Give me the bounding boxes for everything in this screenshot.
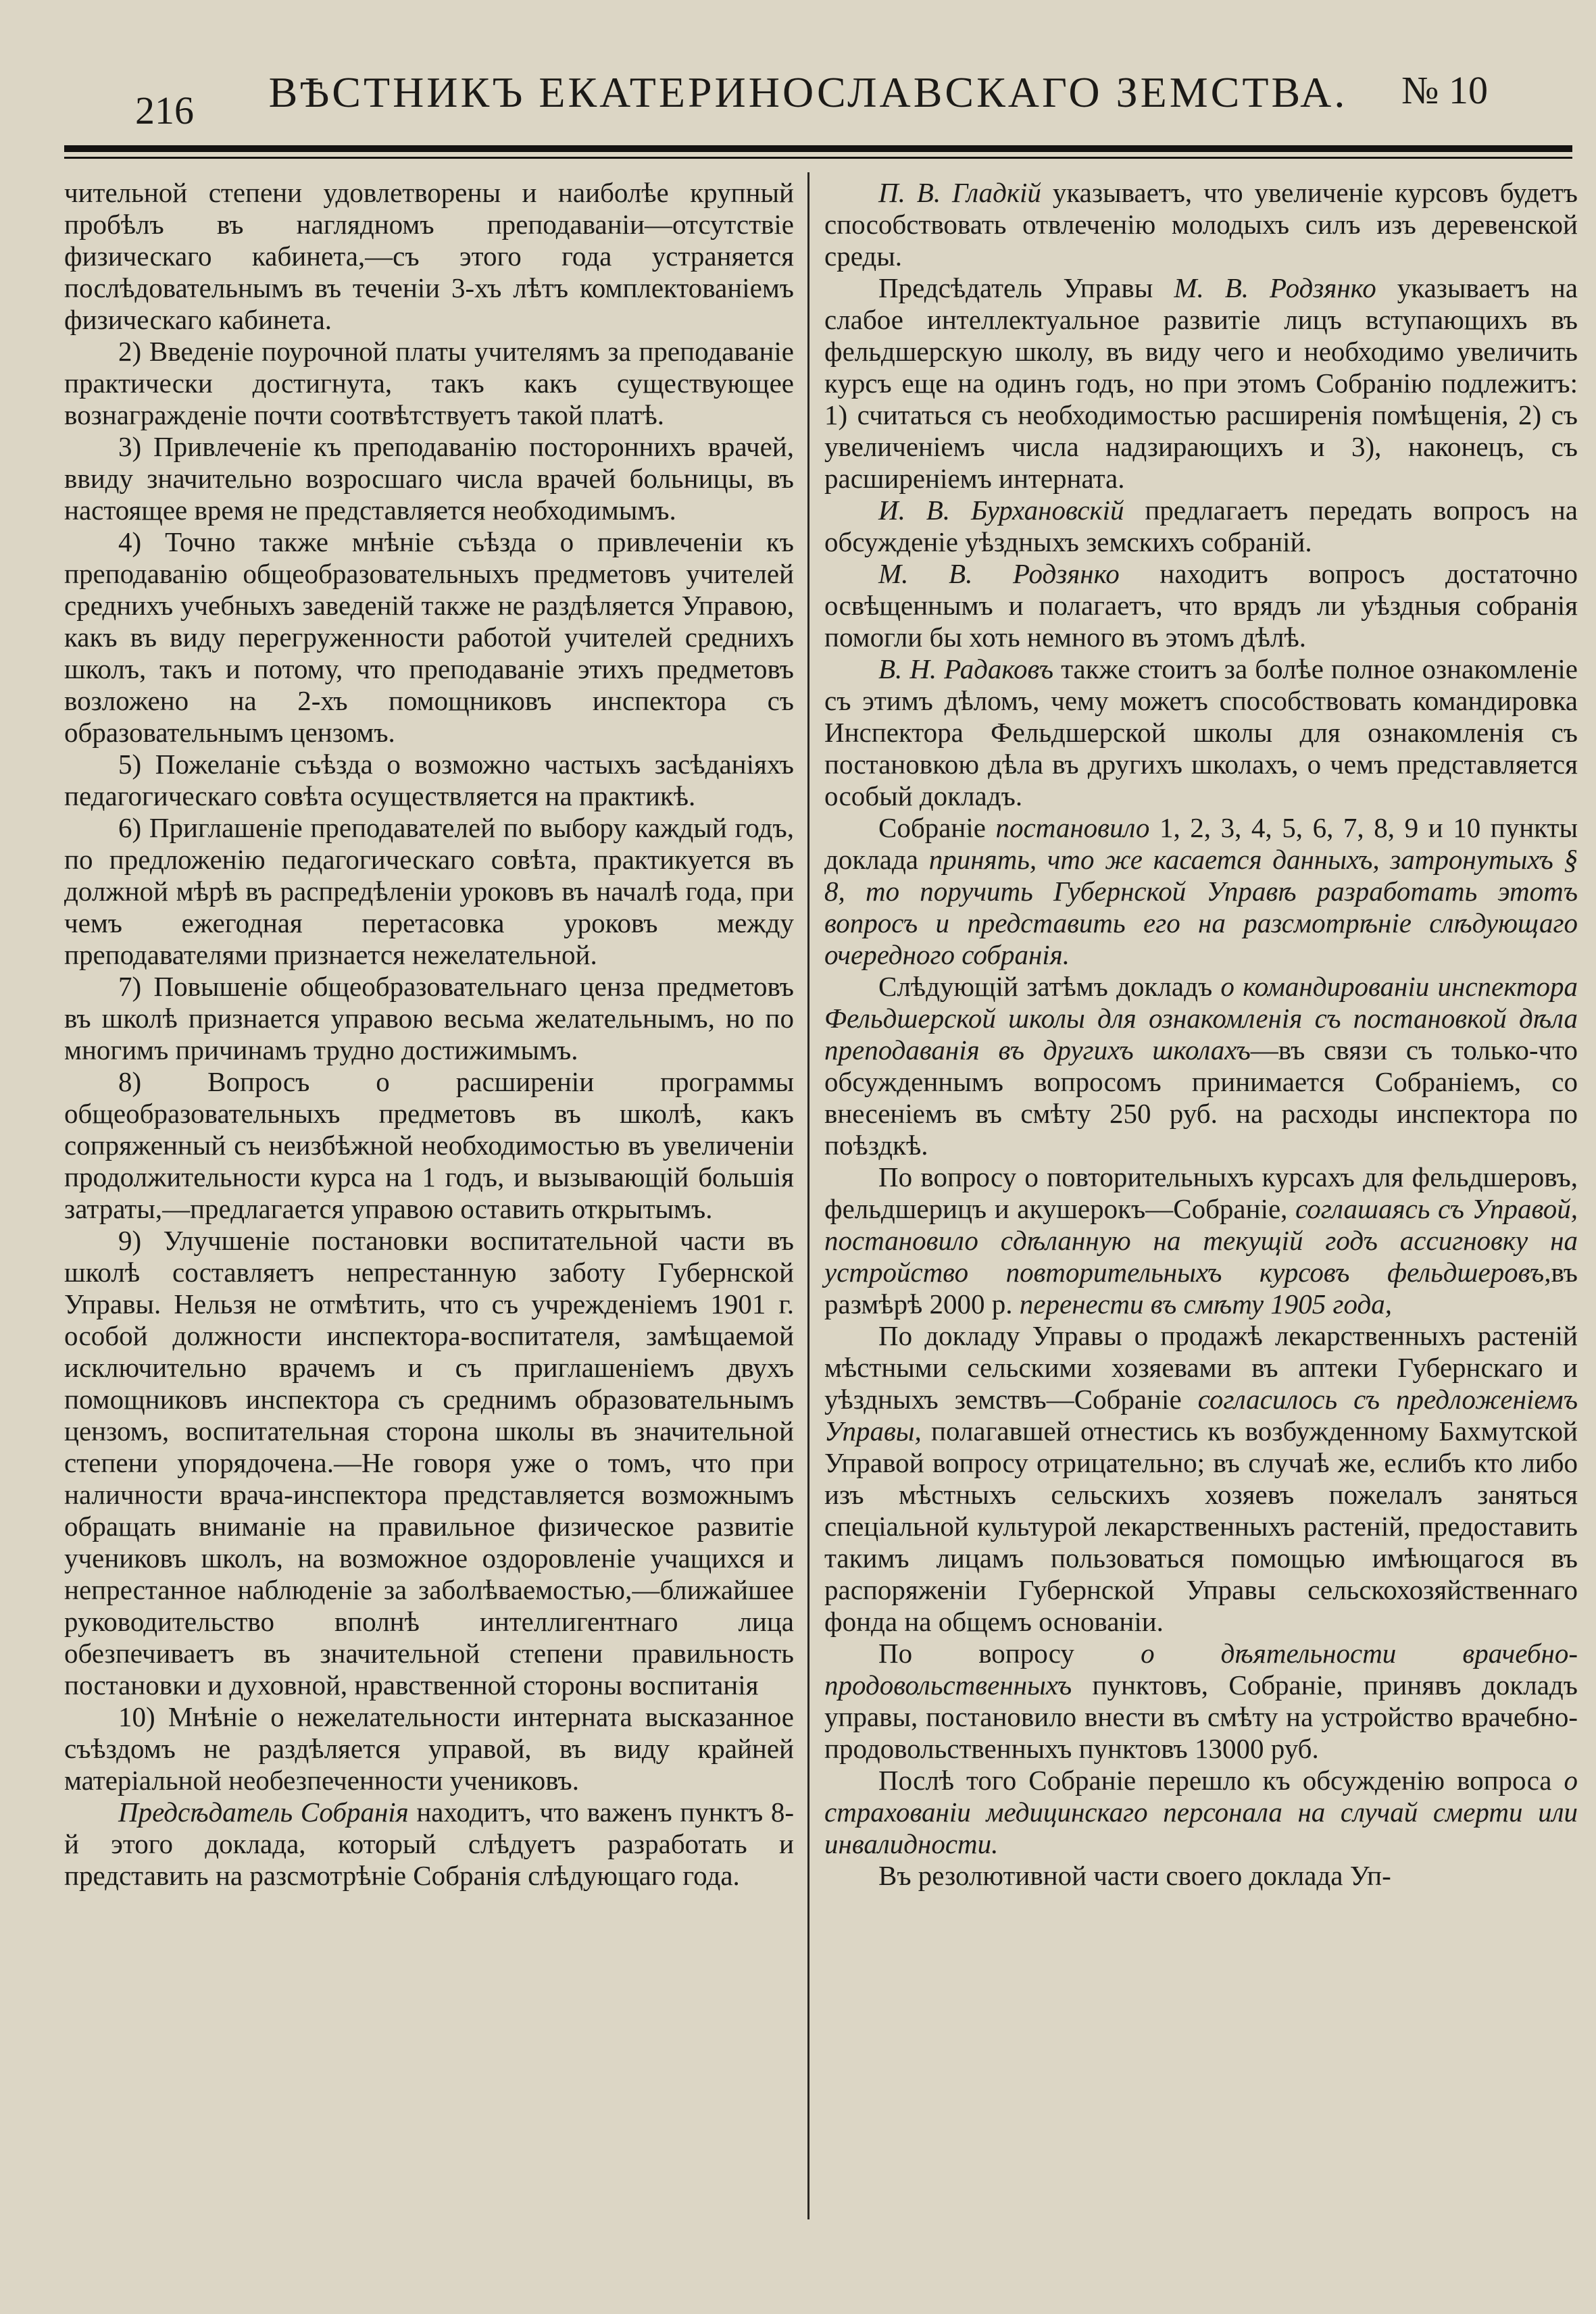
paragraph-text: По вопросу [878,1638,1141,1669]
header-rule-thick [64,145,1572,152]
paragraph [824,1161,1578,1320]
paragraph: 10) Мнѣніе о нежелательности интерната высказанное съѣздомъ не раздѣляется управой, въ виду крайней матеріальной необезпеченности учениковъ. [64,1701,794,1796]
paragraph-text: Собраніе [878,812,996,843]
emphasis-text: постановило [995,812,1150,843]
paragraph-text: въ размѣрѣ 2000 р. [824,1257,1578,1319]
paragraph: Въ резолютивной части своего доклада Уп- [878,1860,1391,1891]
speaker-name: М. В. Родзянко [878,558,1120,589]
paragraph [824,1320,1578,1638]
paragraph: 3) Привлеченіе къ преподаванію постороннихъ врачей, ввиду значительно возросшаго числа врачей больницы, въ настоящее время не представляется необходимымъ. [64,431,794,526]
issue-number: № 10 [1401,68,1488,112]
paragraph-text: Послѣ того Собраніе перешло къ обсужденію вопроса [878,1765,1564,1796]
resolution-paragraph [824,812,1578,971]
paragraph-text: находитъ, что важенъ пунктъ 8-й этого доклада, который слѣдуетъ разработать и представить на разсмотрѣніе Собранія слѣдующаго года. [64,1796,794,1891]
paragraph: 7) Повышеніе общеобразовательнаго ценза предметовъ въ школѣ признается управою весьма желательнымъ, но по многимъ причинамъ трудно достижимымъ. [64,971,794,1065]
paragraph: 5) Пожеланіе съѣзда о возможно частыхъ засѣданіяхъ педагогическаго совѣта осуществляется на практикѣ. [64,749,794,811]
paragraph-text: Предсѣдатель Управы [878,272,1174,303]
emphasis-text: о дѣятельности врачебно-продовольственныхъ [824,1638,1578,1701]
paragraph [64,1796,794,1892]
paragraph [824,1765,1578,1860]
paragraph-text: 1, 2, 3, 4, 5, 6, 7, 8, 9 и 10 пункты доклада [824,812,1578,875]
emphasis-text: соглашаясь съ Управой, постановило сдѣланную на текущій годъ ассигновку на устройство повторительныхъ курсовъ фельдшеровъ, [824,1193,1578,1288]
paragraph: 8) Вопросъ о расширеніи программы общеобразовательныхъ предметовъ въ школѣ, какъ сопряженный съ неизбѣжной необходимостью въ увеличеніи продолжительности курса на 1 годъ, и вызывающій большія затраты,—предлагается управою оставить открытымъ. [64,1066,794,1224]
paragraph [824,177,1578,272]
paragraph-text: пунктовъ, Собраніе, принявъ докладъ управы, постановило внести въ смѣту на устройство врачебно-продовольственныхъ пунктовъ 13000 руб. [824,1669,1578,1764]
right-column [824,177,1578,1892]
speaker-name: П. В. Гладкій [878,177,1041,208]
speaker-name: Предсѣдатель Собранія [118,1796,409,1828]
paragraph [824,653,1578,812]
paragraph-text: По докладу Управы о продажѣ лекарственныхъ растеній мѣстными сельскими хозяевами въ аптеки Губернскаго и уѣздныхъ земствъ—Собраніе [824,1320,1578,1415]
speaker-name: М. В. Родзянко [1174,272,1376,303]
page-header [61,41,1555,142]
paragraph-text: Слѣдующій затѣмъ докладъ [878,971,1221,1002]
paragraph [824,971,1578,1161]
paragraph [824,558,1578,653]
paragraph [824,272,1578,495]
emphasis-text: о командированіи инспектора Фельдшерской школы для ознакомленія съ постановкой дѣла преподаванія въ другихъ школахъ [824,971,1578,1065]
paragraph-text: находитъ вопросъ достаточно освѣщеннымъ и полагаетъ, что врядъ ли уѣздныя собранія помогли бы хоть немного въ этомъ дѣлѣ. [824,558,1578,653]
emphasis-text: принять, что же касается данныхъ, затронутыхъ § 8, то поручить Губернской Управѣ разработать этотъ вопросъ и представить его на разсмотрѣніе слѣдующаго очередного собранія. [824,844,1578,970]
paragraph: 6) Приглашеніе преподавателей по выбору каждый годъ, по предложенію педагогическаго совѣта, практикуется въ должной мѣрѣ въ распредѣленіи уроковъ въ началѣ года, при чемъ ежегодная перетасовка уроковъ между преподавателями признается нежелательной. [64,812,794,970]
emphasis-text: согласилось съ предложеніемъ Управы, [824,1384,1578,1447]
header-rule-thin [64,157,1572,159]
paragraph-text: также стоитъ за болѣе полное ознакомленіе съ этимъ дѣломъ, чему можетъ способствовать командировка Инспектора Фельдшерской школы для ознакомленія съ постановкою дѣла въ другихъ школахъ, о чемъ представляется особый докладъ. [824,653,1578,811]
paragraph-text: указываетъ, что увеличеніе курсовъ будетъ способствовать отвлеченію молодыхъ силъ изъ деревенской среды. [824,177,1578,272]
paragraph: 4) Точно также мнѣніе съѣзда о привлеченіи къ преподаванію общеобразовательныхъ предметовъ учителей среднихъ учебныхъ заведеній также не раздѣляется Управою, какъ въ виду перегруженности работой учителей среднихъ школъ, такъ и потому, что преподаваніе этихъ предметовъ возложено на 2-хъ помощниковъ инспектора съ образовательнымъ цензомъ. [64,526,794,748]
page-number: 216 [135,89,194,132]
column-divider [807,172,809,2219]
paragraph-text: полагавшей отнестись къ возбужденному Бахмутской Управой вопросу отрицательно; въ случаѣ же, еслибъ кто либо изъ мѣстныхъ сельскихъ хозяевъ пожелалъ заняться спеціальной культурой лекарственныхъ растеній, предоставить такимъ лицамъ пользоваться помощью имѣющагося въ распоряженіи Губернской Управы сельскохозяйственнаго фонда на общемъ основаніи. [824,1415,1578,1637]
paragraph-text: предлагаетъ передать вопросъ на обсужденіе уѣздныхъ земскихъ собраній. [824,495,1578,557]
paragraph [824,1638,1578,1765]
paragraph: 9) Улучшеніе постановки воспитательной части въ школѣ составляетъ непрестанную заботу Губернской Управы. Нельзя не отмѣтить, что съ учрежденіемъ 1901 г. особой должности инспектора-воспитателя, замѣщаемой исключительно врачемъ и съ приглашеніемъ двухъ помощниковъ инспектора съ среднимъ образовательнымъ цензомъ, воспитательная сторона школы въ значительной степени упорядочена.—Не говоря уже о томъ, что при наличности врача-инспектора представляется возможнымъ обращать вниманіе на правильное физическое развитіе учениковъ школъ, на возможное оздоровленіе учащихся и непрестанное наблюденіе за заболѣваемостью,—ближайшее руководительство вполнѣ интеллигентнаго лица обезпечиваетъ въ значительной степени правильность постановки и духовной, нравственной стороны воспитанія [64,1225,794,1701]
journal-title: ВѢСТНИКЪ ЕКАТЕРИНОСЛАВСКАГО ЗЕМСТВА. [268,68,1348,116]
paragraph: чительной степени удовлетворены и наиболѣе крупный пробѣлъ въ наглядномъ преподаваніи—отсутствіе физическаго кабинета,—съ этого года устраняется послѣдовательнымъ въ теченіи 3-хъ лѣтъ комплектованіемъ физическаго кабинета. [64,177,794,335]
paragraph: 2) Введеніе поурочной платы учителямъ за преподаваніе практически достигнута, такъ какъ существующее вознагражденіе почти соотвѣтствуетъ такой платѣ. [64,336,794,430]
speaker-name: И. В. Бурхановскій [878,495,1124,526]
emphasis-text: перенести въ смѣту 1905 года, [1019,1288,1392,1319]
paragraph-text: —въ связи съ только-что обсужденнымъ вопросомъ принимается Собраніемъ, со внесеніемъ въ смѣту 250 руб. на расходы инспектора по поѣздкѣ. [824,1034,1578,1161]
emphasis-text: о страхованіи медицинскаго персонала на случай смерти или инвалидности. [824,1765,1578,1859]
speaker-name: В. Н. Радаковъ [878,653,1054,684]
paragraph-text: По вопросу о повторительныхъ курсахъ для фельдшеровъ, фельдшерицъ и акушерокъ—Собраніе, [824,1161,1578,1224]
paragraph [824,495,1578,558]
left-column [64,177,794,1892]
paragraph-text: указываетъ на слабое интеллектуальное развитіе лицъ вступающихъ въ фельдшерскую школу, въ виду чего и необходимо увеличить курсъ еще на одинъ годъ, но при этомъ Собранію подлежитъ: 1) считаться съ необходимостью расширенія помѣщенія, 2) съ увеличеніемъ числа надзирающихъ и 3), наконецъ, съ расширеніемъ интерната. [824,272,1578,494]
